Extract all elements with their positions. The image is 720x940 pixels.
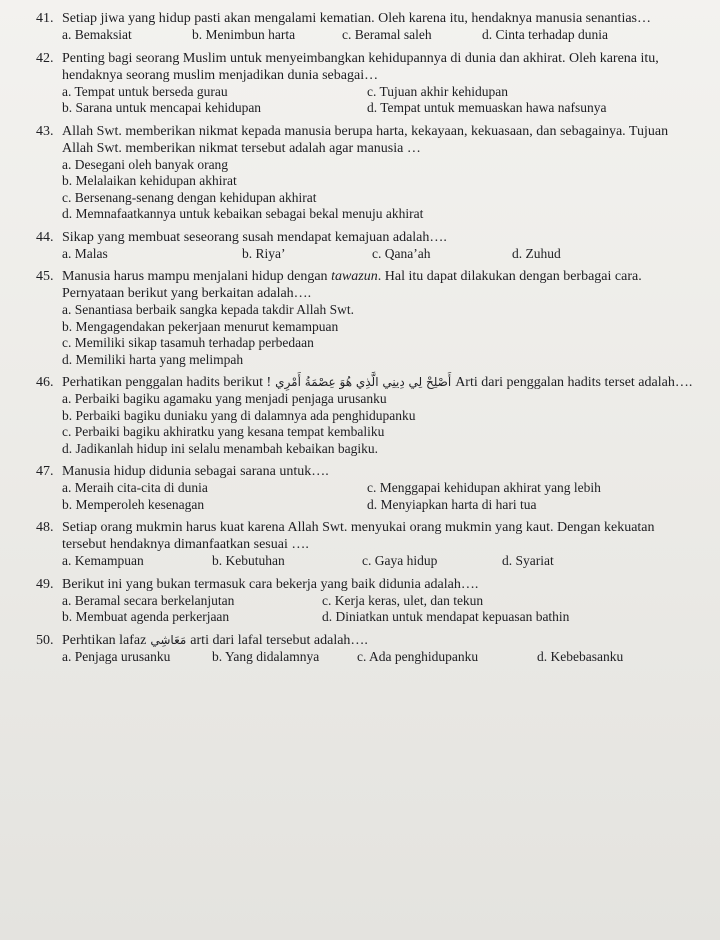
question-number: 45. (36, 269, 54, 284)
question-text-part: Perhatikan penggalan hadits berikut ! (62, 375, 272, 390)
hadith-arabic-text: أَصْلِحْ لِي دِينِي الَّذِي هُوَ عِصْمَةُ أَمْرِي (275, 375, 452, 389)
question-text: Manusia hidup didunia sebagai sarana untuk…. (62, 464, 329, 479)
term-tawazun: tawazun (331, 269, 378, 284)
option-c: c. Perbaiki bagiku akhiratku yang kesana tempat kembaliku (62, 424, 385, 439)
question-number: 41. (36, 11, 54, 26)
question-text (62, 632, 696, 649)
question-text: Berikut ini yang bukan termasuk cara bekerja yang baik didunia adalah…. (62, 576, 479, 592)
question-number: 43. (36, 123, 54, 139)
question-text-part: . Hal itu dapat dilakukan dengan berbagai cara. Pernyataan berikut yang berkaitan adalah…. (62, 269, 642, 301)
option-b: b. Menimbun harta (192, 27, 296, 42)
option-d: d. Menyiapkan harta di hari tua (367, 496, 537, 512)
question-text (62, 374, 696, 391)
option-d: d. Zuhud (512, 245, 561, 261)
lafaz-arabic-text: مَعَاشِي (150, 632, 187, 647)
question-text: Allah Swt. memberikan nikmat kepada manusia berupa harta, kekayaan, kekuasaan, dan sebagainya. Tujuan Allah Swt. memberikan nikmat tersebut adalah agar manusia … (62, 123, 669, 156)
option-c: c. Qana’ah (372, 245, 431, 261)
option-d: d. Memnafaatkannya untuk kebaikan sebagai bekal menuju akhirat (62, 206, 424, 221)
question-number: 49. (36, 576, 54, 592)
option-c: c. Memiliki sikap tasamuh terhadap perbedaan (62, 335, 314, 350)
option-a: a. Beramal secara berkelanjutan (62, 592, 235, 608)
option-b: b. Sarana untuk mencapai kehidupan (62, 100, 262, 115)
question-text-part: Perhtikan lafaz (62, 632, 147, 648)
question-45 (36, 268, 696, 368)
question-text: Setiap orang mukmin harus kuat karena Allah Swt. menyukai orang mukmin yang kaut. Dengan kekuatan tersebut hendaknya dimanfaatkan sesuai …. (62, 520, 655, 552)
question-49 (36, 576, 696, 626)
option-b: b. Kebutuhan (212, 553, 285, 568)
option-a: a. Desegani oleh banyak orang (62, 156, 229, 172)
option-b: b. Membuat agenda perkerjaan (62, 609, 230, 624)
option-d: d. Diniatkan untuk mendapat kepuasan bathin (322, 609, 570, 624)
option-a: a. Bemaksiat (62, 27, 132, 42)
option-c: c. Bersenang-senang dengan kehidupan akhirat (62, 189, 317, 205)
question-text: Setiap jiwa yang hidup pasti akan mengalami kematian. Oleh karena itu, hendaknya manusia senantias… (62, 11, 651, 26)
question-50 (36, 632, 696, 666)
question-44 (36, 229, 696, 263)
option-d: d. Kebebasanku (537, 648, 624, 664)
option-c: c. Gaya hidup (362, 553, 438, 568)
option-b: b. Melalaikan kehidupan akhirat (62, 173, 237, 188)
question-number: 42. (36, 50, 54, 66)
option-a: a. Kemampuan (62, 553, 144, 568)
option-c: c. Ada penghidupanku (357, 648, 479, 664)
option-b: b. Yang didalamnya (212, 648, 320, 664)
question-48 (36, 519, 696, 570)
option-a: a. Senantiasa berbaik sangka kepada takdir Allah Swt. (62, 302, 355, 317)
option-c: c. Beramal saleh (342, 27, 432, 42)
option-d: d. Memiliki harta yang melimpah (62, 351, 244, 367)
question-43 (36, 123, 696, 223)
option-b: b. Perbaiki bagiku duniaku yang di dalamnya ada penghidupanku (62, 407, 416, 423)
option-a: a. Perbaiki bagiku agamaku yang menjadi penjaga urusanku (62, 391, 387, 406)
option-b: b. Memperoleh kesenagan (62, 496, 205, 512)
question-text-part: Arti dari penggalan hadits terset adalah…. (455, 375, 693, 390)
question-41 (36, 10, 696, 44)
question-number: 50. (36, 632, 54, 648)
question-number: 47. (36, 464, 54, 479)
option-b: b. Riya’ (242, 245, 286, 261)
option-c: c. Tujuan akhir kehidupan (367, 83, 508, 99)
option-b: b. Mengagendakan pekerjaan menurut kemampuan (62, 318, 339, 334)
question-number: 44. (36, 229, 54, 245)
question-text: Penting bagi seorang Muslim untuk menyeimbangkan kehidupannya di dunia dan akhirat. Oleh karena itu, hendaknya seorang muslim menjadikan dunia sebagai… (62, 50, 659, 83)
option-d: d. Syariat (502, 553, 554, 568)
option-d: d. Jadikanlah hidup ini selalu menambah kebaikan bagiku. (62, 440, 379, 456)
question-text (62, 268, 696, 302)
option-d: d. Cinta terhadap dunia (482, 27, 608, 42)
question-number: 46. (36, 375, 54, 390)
option-c: c. Menggapai kehidupan akhirat yang lebih (367, 480, 601, 495)
option-a: a. Penjaga urusanku (62, 648, 171, 664)
question-number: 48. (36, 520, 54, 535)
question-text-part: Manusia harus mampu menjalani hidup dengan (62, 269, 332, 284)
option-c: c. Kerja keras, ulet, dan tekun (322, 592, 484, 608)
question-text-part: arti dari lafal tersebut adalah…. (190, 632, 368, 648)
option-a: a. Malas (62, 245, 108, 261)
option-d: d. Tempat untuk memuaskan hawa nafsunya (367, 100, 607, 115)
question-42 (36, 50, 696, 117)
question-text: Sikap yang membuat seseorang susah mendapat kemajuan adalah…. (62, 229, 447, 245)
option-a: a. Meraih cita-cita di dunia (62, 480, 208, 495)
question-46 (36, 374, 696, 457)
question-47 (36, 463, 696, 513)
option-a: a. Tempat untuk berseda gurau (62, 83, 228, 99)
